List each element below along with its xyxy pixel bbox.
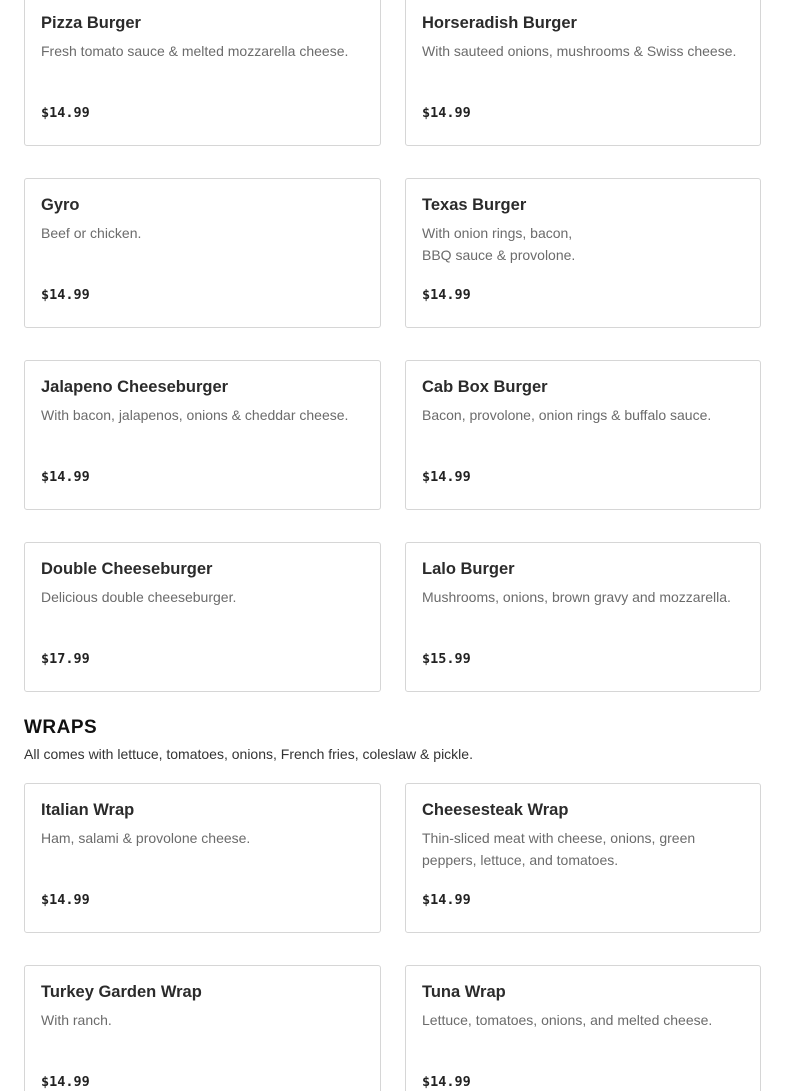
menu-item-card[interactable] — [24, 783, 381, 933]
item-description: With onion rings, bacon, BBQ sauce & provolone. — [422, 225, 576, 263]
menu-item-card[interactable] — [405, 0, 761, 146]
menu-item-card[interactable] — [24, 360, 381, 510]
item-name: Lalo Burger — [422, 560, 515, 578]
item-price: $14.99 — [422, 469, 471, 485]
burgers-grid — [24, 0, 761, 692]
item-name: Italian Wrap — [41, 801, 135, 819]
section-title-wraps: WRAPS — [24, 717, 98, 738]
menu-item-card[interactable] — [24, 965, 381, 1091]
item-description: With sauteed onions, mushrooms & Swiss cheese. — [422, 43, 737, 59]
item-name: Cheesesteak Wrap — [422, 801, 569, 819]
item-description: Bacon, provolone, onion rings & buffalo sauce. — [422, 407, 712, 423]
item-price: $14.99 — [41, 105, 90, 121]
item-description: Fresh tomato sauce & melted mozzarella cheese. — [41, 43, 349, 59]
item-name: Double Cheeseburger — [41, 560, 213, 578]
item-description: Beef or chicken. — [41, 225, 142, 241]
menu-item-card[interactable] — [405, 360, 761, 510]
menu-item-card[interactable] — [405, 178, 761, 328]
menu-item-card[interactable] — [24, 178, 381, 328]
item-name: Pizza Burger — [41, 14, 141, 32]
item-price: $14.99 — [422, 892, 471, 908]
item-name: Texas Burger — [422, 196, 527, 214]
item-description: Mushrooms, onions, brown gravy and mozzarella. — [422, 589, 731, 605]
item-price: $14.99 — [41, 287, 90, 303]
item-name: Turkey Garden Wrap — [41, 983, 202, 1001]
item-price: $14.99 — [422, 287, 471, 303]
item-name: Gyro — [41, 196, 80, 214]
item-description: Ham, salami & provolone cheese. — [41, 830, 251, 846]
item-description: With ranch. — [41, 1012, 112, 1028]
item-price: $15.99 — [422, 651, 471, 667]
item-description: Delicious double cheeseburger. — [41, 589, 237, 605]
item-description: Thin-sliced meat with cheese, onions, green peppers, lettuce, and tomatoes. — [422, 830, 696, 868]
menu-item-card[interactable] — [405, 965, 761, 1091]
item-price: $14.99 — [41, 892, 90, 908]
menu-item-card[interactable] — [24, 542, 381, 692]
menu-item-card[interactable] — [405, 783, 761, 933]
item-price: $14.99 — [41, 469, 90, 485]
wraps-grid — [24, 783, 761, 1091]
item-price: $14.99 — [422, 105, 471, 121]
item-description: With bacon, jalapenos, onions & cheddar cheese. — [41, 407, 349, 423]
item-name: Jalapeno Cheeseburger — [41, 378, 229, 396]
item-price: $17.99 — [41, 651, 90, 667]
menu-item-card[interactable] — [405, 542, 761, 692]
section-note: All comes with lettuce, tomatoes, onions, French fries, coleslaw & pickle. — [24, 746, 473, 762]
item-name: Horseradish Burger — [422, 14, 577, 32]
item-name: Tuna Wrap — [422, 983, 506, 1001]
menu-item-card[interactable] — [24, 0, 381, 146]
item-price: $14.99 — [422, 1074, 471, 1090]
item-price: $14.99 — [41, 1074, 90, 1090]
item-description: Lettuce, tomatoes, onions, and melted cheese. — [422, 1012, 713, 1028]
item-name: Cab Box Burger — [422, 378, 548, 396]
